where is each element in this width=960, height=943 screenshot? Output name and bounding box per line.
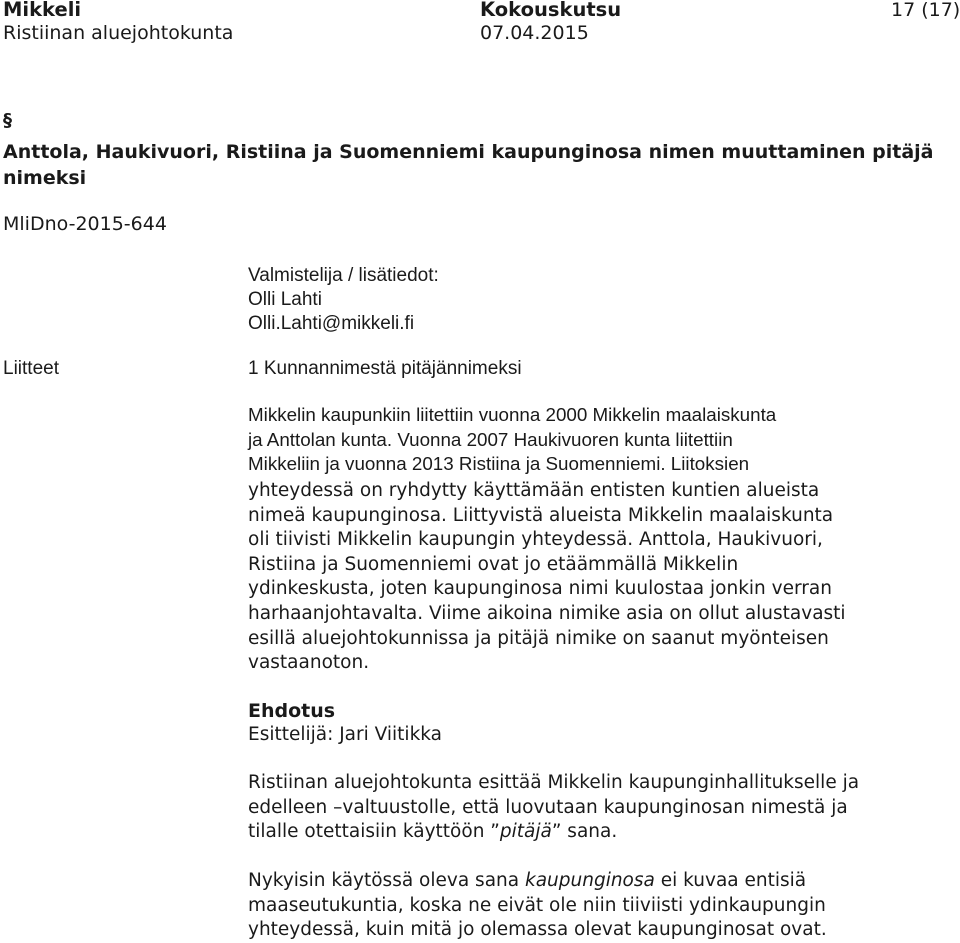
text-run: ” sana. <box>551 821 618 843</box>
section-title-line: nimeksi <box>3 167 87 189</box>
paragraph-line: ydinkeskusta, joten kaupunginosa nimi kuulostaa jonkin verran <box>248 578 832 600</box>
attachments-label: Liitteet <box>3 358 59 379</box>
paragraph-line: edelleen –valtuustolle, että luovutaan kaupunginosan nimestä ja <box>248 796 848 818</box>
paragraph-line: maaseutukuntia, koska ne eivät ole niin tiiviisti ydinkaupungin <box>248 894 826 916</box>
body-name: Ristiinan aluejohtokunta <box>3 22 234 44</box>
paragraph-line: Ristiinan aluejohtokunta esittää Mikkelin kaupunginhallitukselle ja <box>248 772 860 793</box>
section-title <box>3 139 933 191</box>
proposal-heading: Ehdotus <box>248 700 336 722</box>
emphasis-term: kaupunginosa <box>524 870 655 891</box>
paragraph-line <box>248 869 948 894</box>
paragraph-line: yhteydessä, kuin mitä jo olemassa olevat kaupunginosat ovat. <box>248 919 827 941</box>
background-paragraph <box>248 403 948 477</box>
paragraph-line: nimeä kaupunginosa. Liittyvistä alueista Mikkelin maalaiskunta <box>248 504 834 526</box>
paragraph-line <box>248 820 948 845</box>
paragraph-line: Mikkelin kaupunkiin liitettiin vuonna 2000 Mikkelin maalaiskunta <box>248 404 777 425</box>
background-paragraph-cont <box>248 479 948 676</box>
section-title-line: Anttola, Haukivuori, Ristiina ja Suomenniemi kaupunginosa nimen muuttaminen pitäjä <box>3 141 934 163</box>
paragraph-line: esillä aluejohtokunnissa ja pitäjä nimike on saanut myönteisen <box>248 627 829 649</box>
diary-number: MliDno-2015-644 <box>3 213 167 235</box>
meeting-date: 07.04.2015 <box>480 22 589 44</box>
attachment-item: 1 Kunnannimestä pitäjännimeksi <box>248 358 522 379</box>
paragraph-line: yhteydessä on ryhdytty käyttämään entisten kuntien alueista <box>248 480 820 501</box>
section-mark: § <box>3 110 12 131</box>
text-run: tilalle otettaisiin käyttöön ” <box>248 821 500 843</box>
paragraph-line: harhaanjohtavalta. Viime aikoina nimike asia on ollut alustavasti <box>248 602 846 624</box>
preparer-email: Olli.Lahti@mikkeli.fi <box>248 313 415 334</box>
paragraph-line: Mikkeliin ja vuonna 2013 Ristiina ja Suomenniemi. Liitoksien <box>248 453 750 475</box>
paragraph-line: vastaanoton. <box>248 652 370 674</box>
paragraph-line: Ristiina ja Suomenniemi ovat jo etäämmällä Mikkelin <box>248 553 739 575</box>
emphasis-term: pitäjä <box>499 821 552 843</box>
text-run: Nykyisin käytössä oleva sana <box>248 870 525 891</box>
proposal-presenter: Esittelijä: Jari Viitikka <box>248 724 443 745</box>
preparer-label: Valmistelija / lisätiedot: <box>248 265 439 286</box>
doc-type: Kokouskutsu <box>480 0 622 21</box>
paragraph-line: ja Anttolan kunta. Vuonna 2007 Haukivuoren kunta liitettiin <box>248 428 733 450</box>
org-name: Mikkeli <box>3 0 82 21</box>
page-number: 17 (17) <box>891 0 960 21</box>
paragraph-line: oli tiivisti Mikkelin kaupungin yhteydessä. Anttola, Haukivuori, <box>248 529 823 551</box>
proposal-paragraph <box>248 771 948 845</box>
text-run: ei kuvaa entisiä <box>654 870 807 891</box>
rationale-paragraph <box>248 869 948 943</box>
preparer-name: Olli Lahti <box>248 289 322 310</box>
